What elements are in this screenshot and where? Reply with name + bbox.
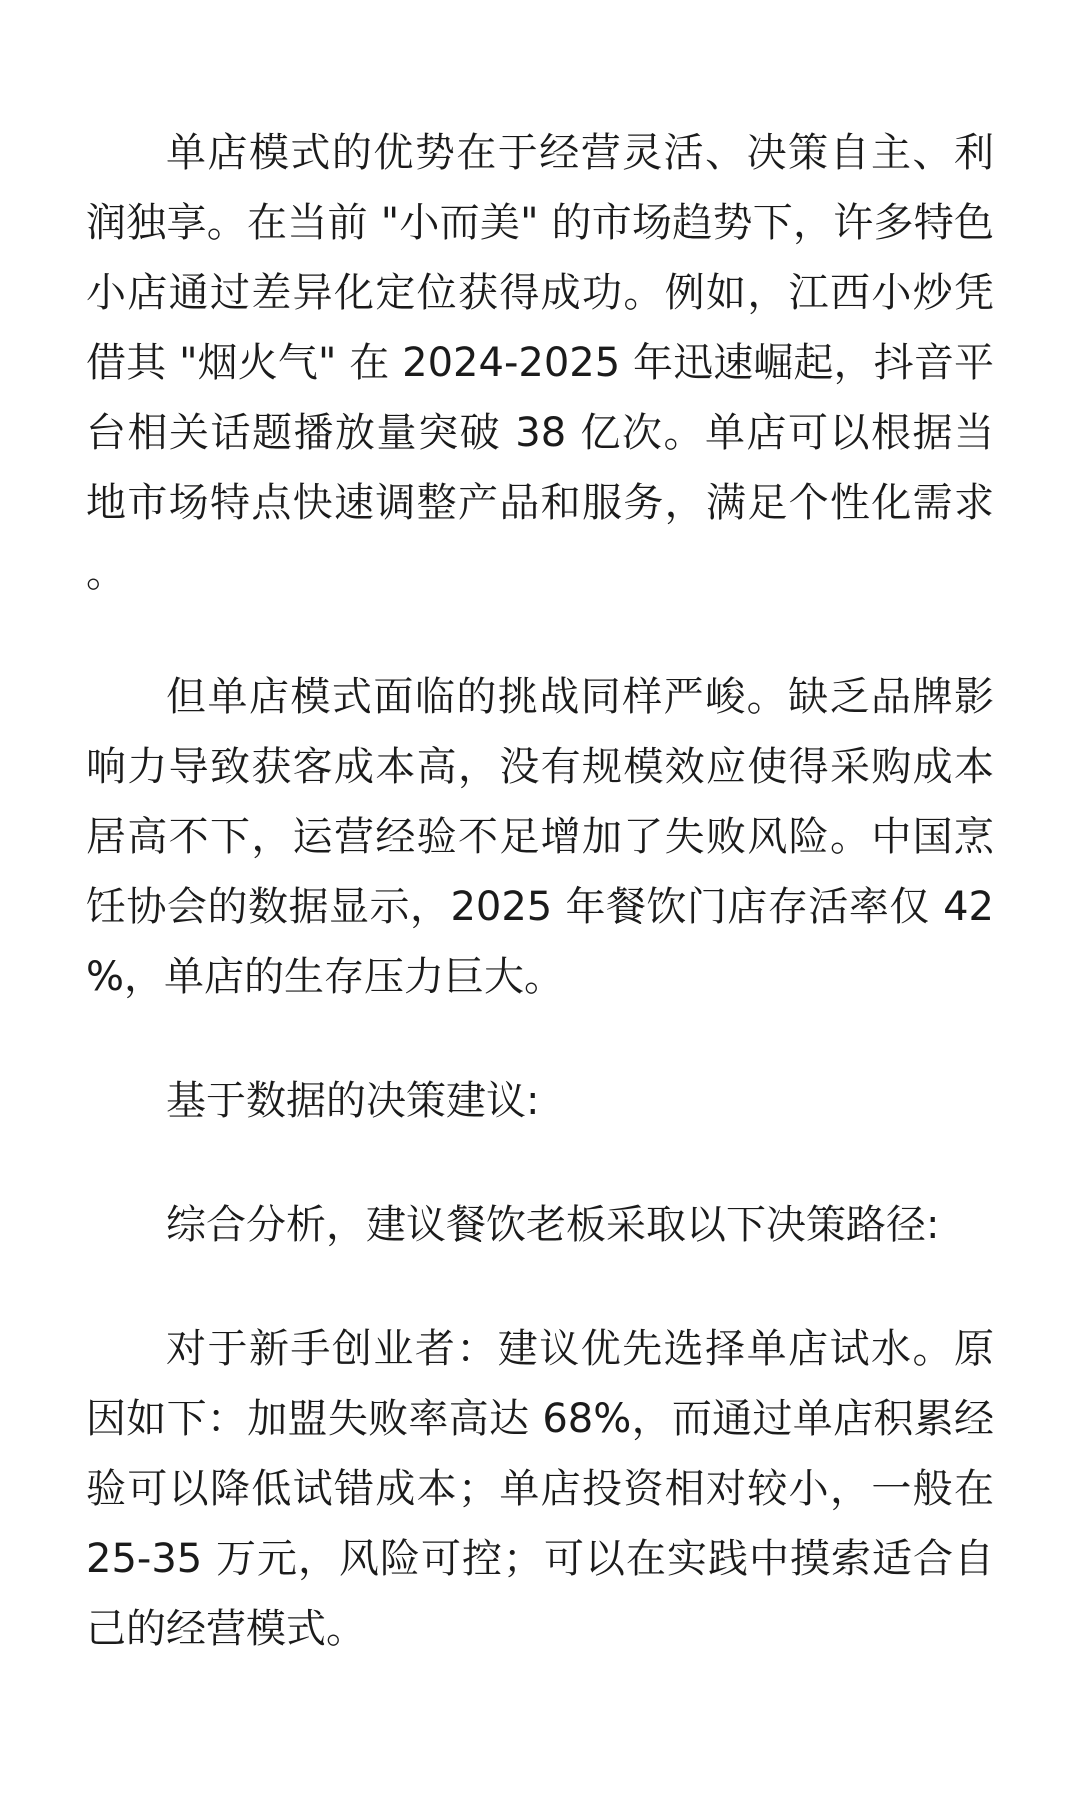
paragraph-single-store-advantages: 单店模式的优势在于经营灵活、决策自主、利润独享。在当前 "小而美" 的市场趋势下，许多特色小店通过差异化定位获得成功。例如，江西小炒凭借其 "烟火气" 在 2024-2025 年迅速崛起，抖音平台相关话题播放量突破 38 亿次。单店可以根据当地市场特点快速调整产品和服务，满足个性化需求。 [86,130,994,596]
paragraph-new-entrepreneurs: 对于新手创业者：建议优先选择单店试水。原因如下：加盟失败率高达 68%，而通过单店积累经验可以降低试错成本；单店投资相对较小，一般在 25-35 万元，风险可控；可以在实践中摸索适合自己的经营模式。 [86,1326,994,1652]
paragraph-decision-path: 综合分析，建议餐饮老板采取以下决策路径: [166,1202,940,1248]
article-body [86,118,994,1718]
paragraph-decision-heading: 基于数据的决策建议: [166,1078,540,1124]
paragraph-single-store-challenges: 但单店模式面临的挑战同样严峻。缺乏品牌影响力导致获客成本高，没有规模效应使得采购成本居高不下，运营经验不足增加了失败风险。中国烹饪协会的数据显示，2025 年餐饮门店存活率仅 42%，单店的生存压力巨大。 [86,674,994,1000]
